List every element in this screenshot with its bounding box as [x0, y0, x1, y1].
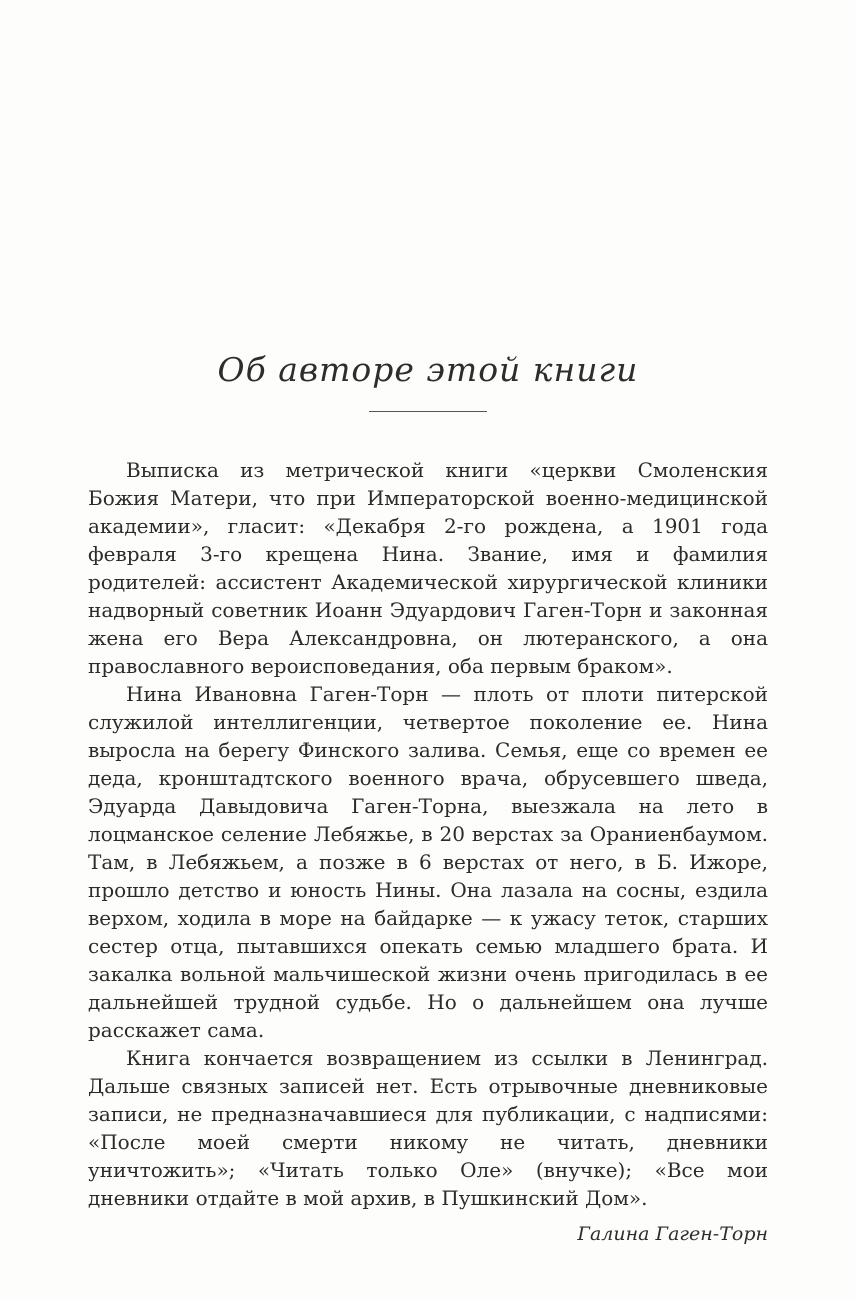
body-text — [88, 456, 768, 1248]
paragraph: Нина Ивановна Гаген-Торн — плоть от плоти питерской служилой интеллигенции, четвертое поколение ее. Нина выросла на берегу Финского залива. Семья, еще со времен ее деда, кронштадтского военного врача, обрусевшего шведа, Эдуарда Давыдовича Гаген-Торна, выезжала на лето в лоцманское селение Лебяжье, в 20 верстах за Ораниенбаумом. Там, в Лебяжьем, а позже в 6 верстах от него, в Б. Ижоре, прошло детство и юность Нины. Она лазала на сосны, ездила верхом, ходила в море на байдарке — к ужасу теток, старших сестер отца, пытавшихся опекать семью младшего брата. И закалка вольной мальчишеской жизни очень пригодилась в ее дальнейшей трудной судьбе. Но о дальнейшем она лучше расскажет сама. — [88, 682, 768, 1042]
paragraph: Книга кончается возвращением из ссылки в Ленинград. Дальше связных записей нет. Есть отрывочные дневниковые записи, не предназначавшиеся для публикации, с надписями: «После моей смерти никому не читать, дневники уничтожить»; «Читать только Оле» (внучке); «Все мои дневники отдайте в мой архив, в Пушкинский Дом». — [88, 1046, 768, 1210]
title-divider — [369, 411, 487, 412]
page-title: Об авторе этой книги — [217, 350, 639, 389]
paragraph: Выписка из метрической книги «церкви Смоленския Божия Матери, что при Императорской военно-медицинской академии», гласит: «Декабря 2-го рождена, а 1901 года февраля 3-го крещена Нина. Звание, имя и фамилия родителей: ассистент Академической хирургической клиники надворный советник Иоанн Эдуардович Гаген-Торн и законная жена его Вера Александровна, он лютеранского, а она православного вероисповедания, оба первым браком». — [88, 458, 768, 678]
author-signature: Галина Гаген-Торн — [577, 1223, 768, 1245]
